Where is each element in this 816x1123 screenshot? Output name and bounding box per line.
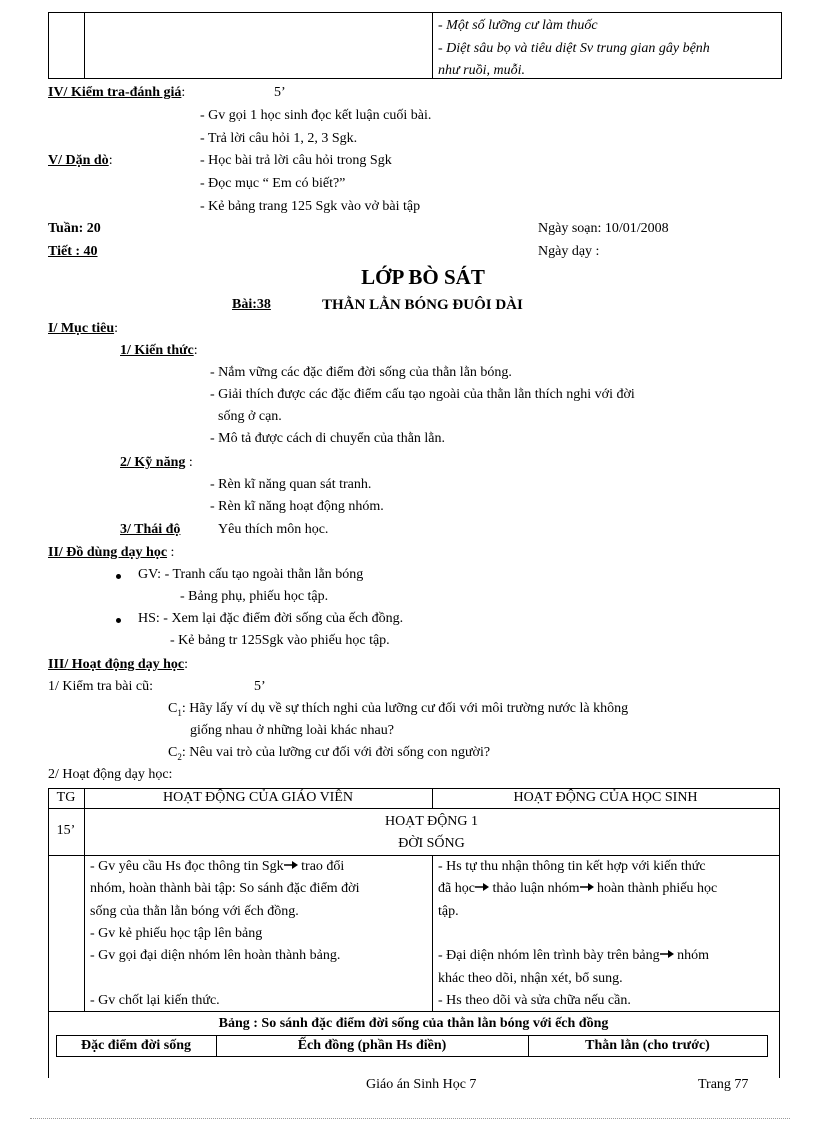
c1-line-2: giống nhau ở những loài khác nhau? [190,723,394,738]
arrow-right-icon [580,880,594,898]
student-line-2a: đã học [438,881,475,897]
comparison-title: Bảng : So sánh đặc điểm đời sống của thằn lằn bóng với ếch đồng [218,1016,609,1031]
footer-dotted-line [30,1118,790,1119]
objectives-heading: I/ Mục tiêu [48,321,115,336]
section-iv-heading: IV/ Kiểm tra-đánh giá [48,85,182,100]
class-title: LỚP BÒ SÁT [361,265,485,289]
knowledge-line-4: - Mô tả được cách di chuyển của thằn lằn. [210,431,446,446]
student-line-4b: nhóm [673,948,709,964]
teacher-line-6: - Gv chốt lại kiến thức. [90,993,220,1008]
teacher-line-4: - Gv kẻ phiếu học tập lên bảng [90,926,263,941]
activities-colon: : [184,657,189,672]
student-line-6: - Hs theo dõi và sửa chữa nếu cần. [438,993,631,1008]
section-v-line-1: - Học bài trả lời câu hỏi trong Sgk [200,153,392,168]
knowledge-line-2: - Giải thích được các đặc điểm cấu tạo ngoài của thằn lằn thích nghi với đời [210,387,635,402]
attitude-heading: 3/ Thái độ [120,522,181,537]
period-label: Tiết : 40 [48,244,98,259]
section-iv-heading-row [48,84,185,102]
section-iv-colon: : [181,85,186,100]
footer-subject: Giáo án Sinh Học 7 [366,1077,477,1092]
section-iv-time: 5’ [274,85,286,100]
gv-line-1: GV: - Tranh cấu tạo ngoài thằn lằn bóng [138,567,364,582]
c1-sub: 1 [177,707,182,718]
header-tg: TG [56,790,76,805]
question-c1 [168,700,628,722]
section-v-heading: V/ Dặn dò [48,153,109,168]
knowledge-heading: 1/ Kiến thức [120,343,194,358]
knowledge-heading-row [120,342,198,360]
top-table-line-2: - Diệt sâu bọ và tiêu diệt Sv trung gian gây bệnh [438,41,710,56]
teacher-line-1b: trao đổi [297,859,345,875]
attitude-text: Yêu thích môn học. [218,522,329,537]
gv-bullet [116,574,121,579]
activities-heading: III/ Hoạt động dạy học [48,657,185,672]
top-table-line-3: như ruồi, muỗi. [438,63,525,78]
header-student: HOẠT ĐỘNG CỦA HỌC SINH [513,790,698,805]
student-line-4 [438,947,709,965]
question-c2 [168,744,490,766]
section-v-line-2: - Đọc mục “ Em có biết?” [200,176,346,191]
c1-line-1: : Hãy lấy ví dụ về sự thích nghi của lưỡng cư đối với môi trường nước là không [181,701,629,716]
lesson-number: Bài:38 [232,297,271,312]
materials-heading-row [48,544,174,562]
section-iv-line-1: - Gv gọi 1 học sinh đọc kết luận cuối bài. [200,108,432,123]
objectives-colon: : [114,321,118,336]
comparison-col-1: Đặc điểm đời sống [80,1038,192,1053]
student-line-2b: thảo luận nhóm [488,881,580,897]
knowledge-line-1: - Nắm vững các đặc điểm đời sống của thằn lằn bóng. [210,365,512,380]
skills-heading-row [120,454,193,472]
c2-label: C [168,745,178,760]
materials-colon: : [167,545,175,560]
date-taught: Ngày dạy : [538,244,600,259]
student-line-5: khác theo dõi, nhận xét, bổ sung. [438,971,623,986]
comparison-col-3: Thằn lằn (cho trước) [585,1038,710,1053]
teacher-line-5: - Gv gọi đại diện nhóm lên hoàn thành bảng. [90,948,341,963]
teacher-line-3: sống của thằn lằn bóng với ếch đồng. [90,904,299,919]
lesson-title: THẰN LẰN BÓNG ĐUÔI DÀI [322,297,523,313]
hs-line-1: HS: - Xem lại đặc điểm đời sống của ếch đồng. [138,611,404,626]
knowledge-line-3: sống ở cạn. [218,409,282,424]
activities-sub-heading: 2/ Hoạt động dạy học: [48,767,173,782]
materials-heading: II/ Đồ dùng dạy học [48,545,168,560]
hs-bullet [116,618,121,623]
check-label: 1/ Kiểm tra bài cũ: [48,679,153,694]
knowledge-colon: : [193,343,198,358]
student-line-4a: - Đại diện nhóm lên trình bày trên bảng [438,948,660,964]
skills-heading: 2/ Kỹ năng [120,455,186,470]
activity-time: 15’ [56,823,76,838]
gv-line-2: - Bảng phụ, phiếu học tập. [180,589,329,604]
skills-colon: : [185,455,193,470]
header-teacher: HOẠT ĐỘNG CỦA GIÁO VIÊN [162,790,354,805]
c1-label: C [168,701,178,716]
c2-sub: 2 [177,751,182,762]
activities-heading-row [48,656,188,674]
section-v-heading-row [48,152,113,170]
activity-subtitle: ĐỜI SỐNG [398,836,465,851]
teacher-line-1a: - Gv yêu cầu Hs đọc thông tin Sgk [90,859,284,875]
footer-page: Trang 77 [698,1077,749,1092]
section-v-colon: : [108,153,113,168]
check-time: 5’ [254,679,266,694]
arrow-right-icon [475,880,489,898]
student-line-2 [438,880,717,898]
student-line-1: - Hs tự thu nhận thông tin kết hợp với kiến thức [438,859,706,874]
top-table-line-1: - Một số lưỡng cư làm thuốc [438,18,598,33]
student-line-2c: hoàn thành phiếu học [593,881,718,897]
student-line-3: tập. [438,904,459,919]
skills-line-2: - Rèn kĩ năng hoạt động nhóm. [210,499,384,514]
skills-line-1: - Rèn kĩ năng quan sát tranh. [210,477,372,492]
section-v-line-3: - Kẻ bảng trang 125 Sgk vào vở bài tập [200,199,421,214]
hs-line-2: - Kẻ bảng tr 125Sgk vào phiếu học tập. [170,633,390,648]
teacher-line-2: nhóm, hoàn thành bài tập: So sánh đặc điểm đời [90,881,360,896]
arrow-right-icon [284,858,298,876]
section-iv-line-2: - Trả lời câu hỏi 1, 2, 3 Sgk. [200,131,358,146]
activity-title: HOẠT ĐỘNG 1 [384,814,479,829]
arrow-right-icon [660,947,674,965]
comparison-col-2: Ếch đồng (phần Hs điền) [297,1038,447,1053]
objectives-heading-row [48,320,118,338]
c2-line-1: : Nêu vai trò của lưỡng cư đối với đời sống con người? [181,745,491,760]
date-prepared: Ngày soạn: 10/01/2008 [538,221,669,236]
week-label: Tuần: 20 [48,221,101,236]
teacher-line-1 [90,858,344,876]
